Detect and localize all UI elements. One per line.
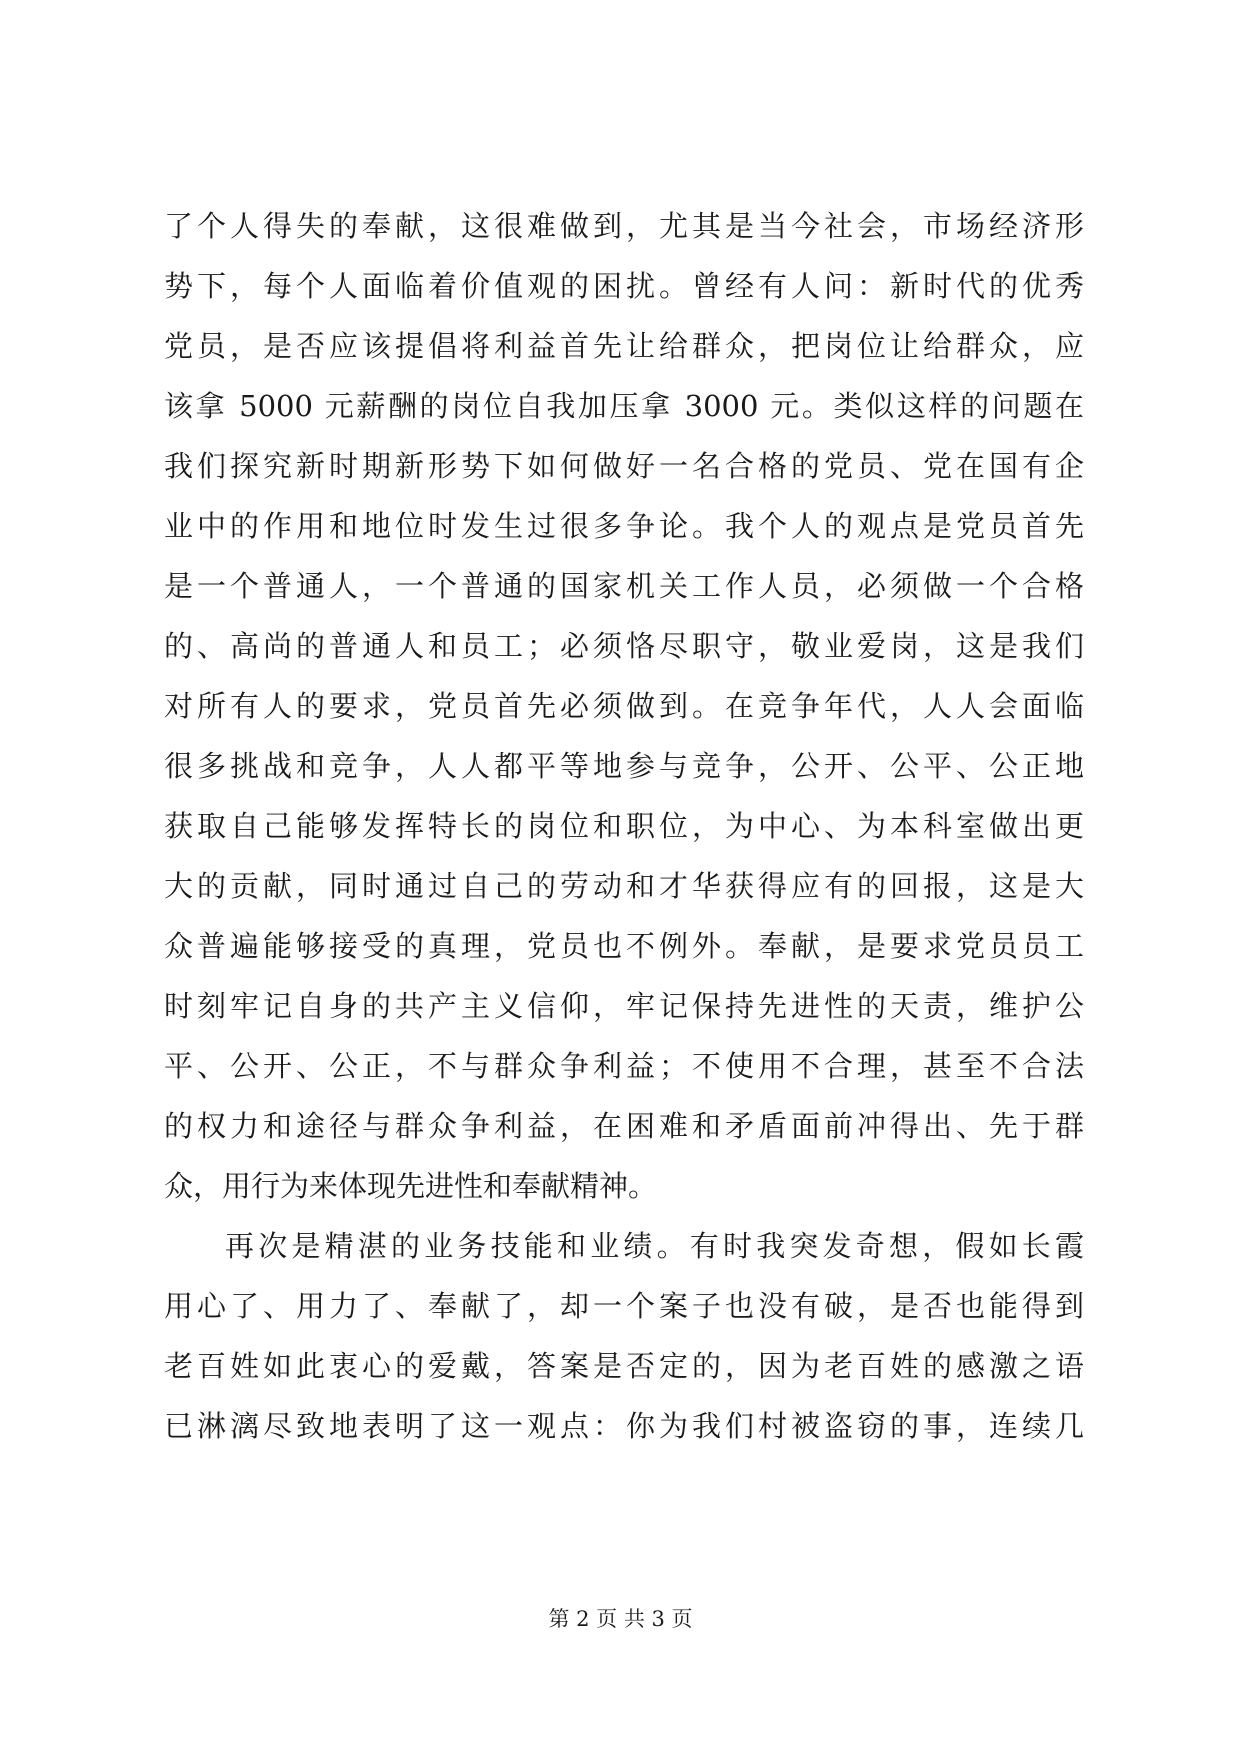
page-footer: 第 2 页 共 3 页 xyxy=(548,1607,693,1631)
text-line: 已淋漓尽致地表明了这一观点：你为我们村被盗窃的事，连续几 xyxy=(164,1409,1084,1443)
text-line: 我们探究新时期新形势下如何做好一名合格的党员、党在国有企 xyxy=(164,449,1084,483)
text-line: 的、高尚的普通人和员工；必须恪尽职守，敬业爱岗，这是我们 xyxy=(164,629,1084,663)
text-line: 了个人得失的奉献，这很难做到，尤其是当今社会，市场经济形 xyxy=(164,209,1084,243)
text-line: 众普遍能够接受的真理，党员也不例外。奉献，是要求党员员工 xyxy=(164,929,1084,963)
text-line: 该拿 5000 元薪酬的岗位自我加压拿 3000 元。类似这样的问题在 xyxy=(164,389,1084,423)
text-line: 党员，是否应该提倡将利益首先让给群众，把岗位让给群众，应 xyxy=(164,329,1084,363)
text-line: 用心了、用力了、奉献了，却一个案子也没有破，是否也能得到 xyxy=(164,1289,1084,1323)
text-line: 再次是精湛的业务技能和业绩。有时我突发奇想，假如长霞 xyxy=(225,1229,1084,1263)
text-line: 是一个普通人，一个普通的国家机关工作人员，必须做一个合格 xyxy=(164,569,1084,603)
text-line: 老百姓如此衷心的爱戴，答案是否定的，因为老百姓的感激之语 xyxy=(164,1349,1084,1383)
text-line: 很多挑战和竞争，人人都平等地参与竞争，公开、公平、公正地 xyxy=(164,749,1084,783)
text-line: 势下，每个人面临着价值观的困扰。曾经有人问：新时代的优秀 xyxy=(164,269,1084,303)
text-line: 时刻牢记自身的共产主义信仰，牢记保持先进性的天责，维护公 xyxy=(164,989,1084,1023)
text-line: 大的贡献，同时通过自己的劳动和才华获得应有的回报，这是大 xyxy=(164,869,1084,903)
text-line: 对所有人的要求，党员首先必须做到。在竞争年代，人人会面临 xyxy=(164,689,1084,723)
text-line: 众，用行为来体现先进性和奉献精神。 xyxy=(164,1169,658,1203)
text-line: 业中的作用和地位时发生过很多争论。我个人的观点是党员首先 xyxy=(164,509,1084,543)
text-line: 的权力和途径与群众争利益，在困难和矛盾面前冲得出、先于群 xyxy=(164,1109,1084,1143)
text-line: 获取自己能够发挥特长的岗位和职位，为中心、为本科室做出更 xyxy=(164,809,1084,843)
text-line: 平、公开、公正，不与群众争利益；不使用不合理，甚至不合法 xyxy=(164,1049,1084,1083)
